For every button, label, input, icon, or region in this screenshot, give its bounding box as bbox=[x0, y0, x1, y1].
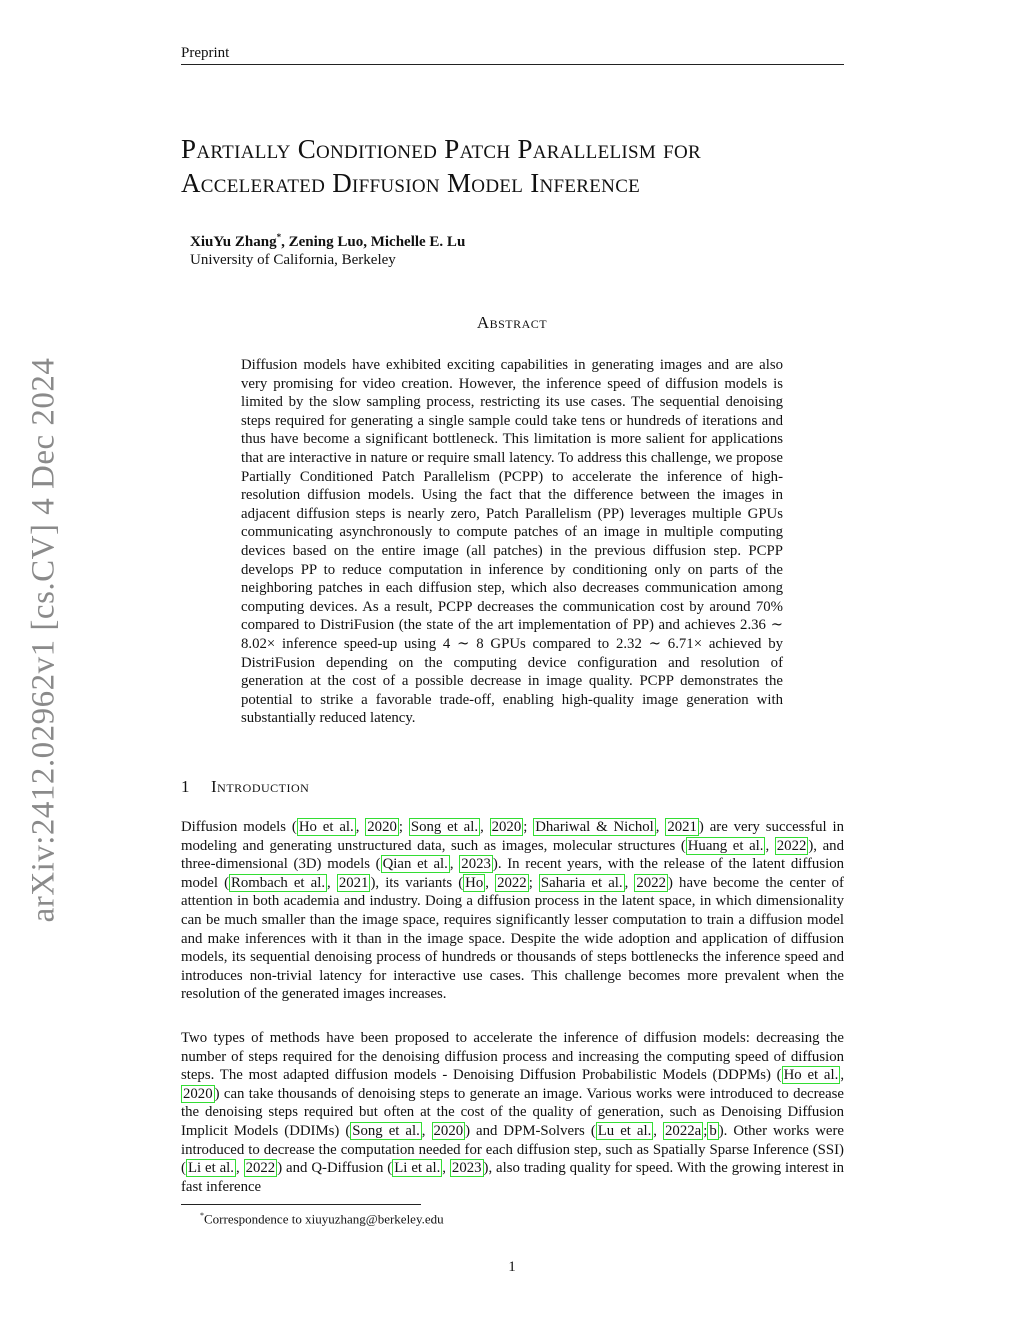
citation-link[interactable]: Li et al. bbox=[187, 1160, 234, 1177]
first-author: XiuYu Zhang bbox=[190, 234, 277, 250]
citation-link[interactable]: Song et al. bbox=[410, 819, 479, 835]
affiliation: University of California, Berkeley bbox=[190, 252, 396, 268]
citation-link[interactable]: Ho et al. bbox=[298, 819, 354, 835]
section-heading bbox=[181, 777, 309, 797]
citation-link[interactable]: 2022 bbox=[636, 874, 666, 891]
section-title: Introduction bbox=[211, 777, 310, 796]
footnote-divider bbox=[181, 1204, 421, 1205]
citation-link[interactable]: Qian et al. bbox=[382, 856, 448, 873]
citation-link[interactable]: 2020 bbox=[367, 819, 397, 835]
citation-link[interactable]: Lu et al. bbox=[597, 1122, 652, 1139]
abstract-text: Diffusion models have exhibited exciting capabilities in generating images and are also very promising for video creation. However, the inference speed of diffusion models is limited by the slow sampling process, restricting its use cases. The sequential denoising steps required for generating a single sample could take tens or hundreds of iterations and thus have become a significant bottleneck. This limitation is more salient for applications that are interactive in nature or require small latency. To address this challenge, we propose Partially Conditioned Patch Parallelism (PCPP) to accelerate the inference of high-resolution diffusion models. Using the fact that the difference between the images in adjacent diffusion steps is nearly zero, Patch Parallelism (PP) leverages multiple GPUs communicating asynchronously to compute patches of an image in multiple computing devices based on the entire image (all patches) in the previous diffusion step. PCPP develops PP to reduce computation in inference by conditioning only on parts of the neighboring patches in each diffusion step, which also decreases communication among computing devices. As a result, PCPP decreases the communication cost by around 70% compared to DistriFusion (the state of the art implementation of PP) and achieves 2.36 ∼ 8.02× inference speed-up using 4 ∼ 8 GPUs compared to 2.32 ∼ 6.71× achieved by DistriFusion depending on the computing device configuration and resolution of generation at the cost of a possible decrease in image quality. PCPP demonstrates the potential to strike a favorable trade-off, enabling high-quality image generation with substantially reduced latency. bbox=[241, 357, 783, 727]
citation-link[interactable]: 2022a bbox=[665, 1122, 702, 1139]
page-number: 1 bbox=[508, 1259, 516, 1275]
intro-paragraph-2: Two types of methods have been proposed to accelerate the inference of diffusion models: decreasing the number of steps required for the denoising diffusion process and increasing the computing speed of diffusion steps. The most adapted diffusion models - Denoising Diffusion Probabilistic Models (DDPMs) ( Ho et al. , 2020 ) can take thousands of denoising steps to generate an image. Various works were introduced to decrease the denoising steps required but often at the cost of the quality of generation, such as Denoising Diffusion Implicit Models (DDIMs) ( Song et al. , 2020 ) and DPM-Solvers ( Lu et al. , 2022a ; b ). Other works were introduced to decrease the computation needed for each diffusion step, such as Spatially Sparse Inference (SSI) ( Li et al. , 2022 ) and Q-Diffusion ( Li et al. , 2023 ), also trading quality for speed. With the growing interest in fast inference bbox=[181, 1030, 845, 1195]
citation-link[interactable]: b bbox=[709, 1122, 717, 1139]
title-line-1: Partially Conditioned Patch Parallelism for bbox=[181, 134, 701, 164]
citation-link[interactable]: Huang et al. bbox=[687, 837, 764, 854]
citation-link[interactable]: Saharia et al. bbox=[540, 874, 623, 891]
citation-link[interactable]: 2020 bbox=[183, 1085, 213, 1102]
citation-link[interactable]: Li et al. bbox=[394, 1160, 441, 1177]
citation-link[interactable]: Song et al. bbox=[352, 1122, 420, 1139]
arxiv-identifier[interactable]: arXiv:2412.02962v1 [cs.CV] 4 Dec 2024 bbox=[25, 357, 62, 923]
citation-link[interactable]: 2021 bbox=[338, 874, 369, 891]
citation-link[interactable]: Rombach et al. bbox=[231, 874, 326, 891]
author-names bbox=[190, 228, 465, 251]
title-line-2: Accelerated Diffusion Model Inference bbox=[181, 168, 641, 198]
intro-paragraph-1: Diffusion models ( Ho et al. , 2020 ; Song et al. , 2020 ; Dhariwal & Nichol , 2021 ) are very successful in modeling and generating unstructured data, such as images, molecular structures ( Huang et al. , 2022 ), and three-dimensional (3D) models ( Qian et al. , 2023 ). In recent years, with the release of the latent diffusion model ( Rombach et al. , 2021 ), its variants ( Ho , 2022 ; Saharia et al. , 2022 ) have become the center of attention in both academia and industry. Doing a diffusion process in the latent space, in which dimensionality can be much smaller than the image space, requires significantly lesser computation to train a diffusion model and make inferences with it than in the image space. Despite the wide adoption and application of diffusion models, its sequential denoising process of hundreds or thousands of steps bottlenecks the inference speed and introduces non-trivial latency for interactive use cases. This challenge becomes more prevalent when the resolution of the generated images increases. bbox=[181, 819, 844, 1003]
citation-link[interactable]: 2023 bbox=[461, 856, 491, 873]
citation-link[interactable]: Ho et al. bbox=[783, 1067, 839, 1084]
other-authors: , Zening Luo, Michelle E. Lu bbox=[281, 234, 466, 250]
citation-link[interactable]: 2023 bbox=[451, 1160, 482, 1177]
citation-link[interactable]: 2020 bbox=[491, 819, 522, 835]
section-number: 1 bbox=[181, 777, 190, 796]
footnote-text: Correspondence to xiuyuzhang@berkeley.edu bbox=[204, 1211, 444, 1227]
citation-link[interactable]: 2020 bbox=[433, 1122, 464, 1139]
citation-link[interactable]: 2022 bbox=[497, 874, 527, 891]
author-block bbox=[190, 228, 465, 269]
footnote-mark[interactable]: * bbox=[276, 232, 282, 242]
abstract-heading: Abstract bbox=[476, 313, 548, 332]
running-header: Preprint bbox=[181, 44, 844, 65]
citation-link[interactable]: Dhariwal & Nichol bbox=[535, 819, 654, 835]
citation-link[interactable]: 2021 bbox=[667, 819, 697, 835]
citation-link[interactable]: 2022 bbox=[245, 1160, 276, 1177]
footnote bbox=[200, 1208, 444, 1227]
citation-link[interactable]: 2022 bbox=[776, 837, 807, 854]
paper-title bbox=[181, 132, 861, 200]
footnote-marker: * bbox=[200, 1211, 204, 1220]
citation-link[interactable]: Ho bbox=[465, 874, 484, 891]
